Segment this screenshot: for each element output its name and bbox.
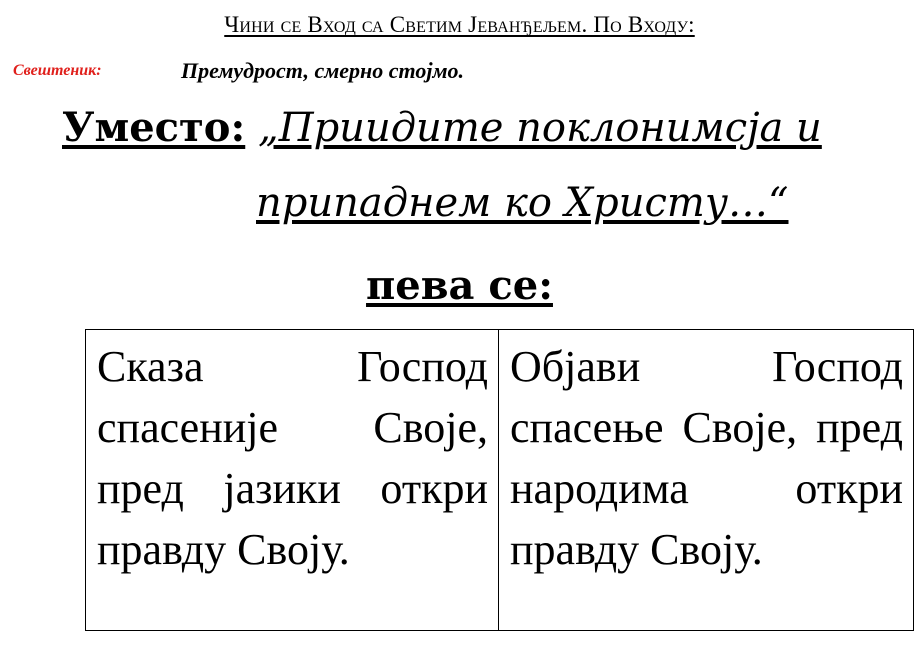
church-slavonic-text-cell: Сказа Господ спасеније Своје, пред јазики откри правду Своју. [86,330,499,631]
instead-line-1 [62,96,822,160]
instead-instruction [0,96,919,246]
instead-label: Уместо: [62,104,246,151]
sung-heading [0,256,919,316]
sung-text: пева се: [366,262,553,309]
instead-quote-line-2: припаднем ко Христу…“ [256,180,789,226]
priest-label: Свештеник: [13,62,102,79]
parallel-text-table [85,329,914,631]
rubric-title: Чини се Вход са Светим Јеванђељем. По Входу: [224,12,695,37]
priest-exclamation [13,58,913,88]
serbian-text-cell: Објави Господ спасење Своје, пред народима откри правду Своју. [499,330,914,631]
instead-quote-line-1: „Приидите поклонимсја и [257,105,822,151]
priest-text: Премудрост, смерно стојмо. [181,58,465,83]
table-row [86,330,914,631]
